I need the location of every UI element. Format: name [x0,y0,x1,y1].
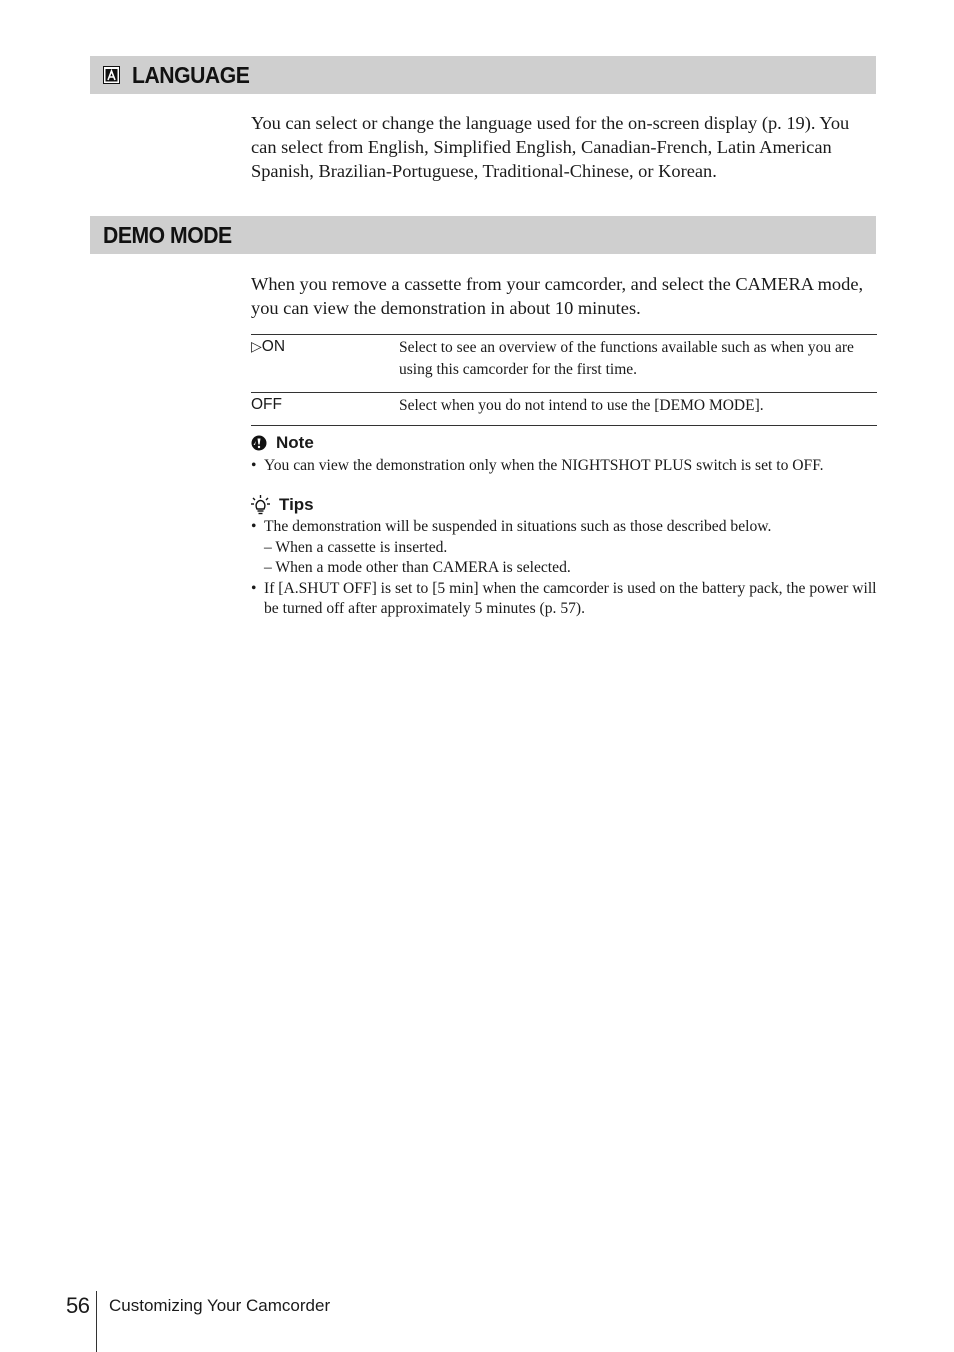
tips-heading [251,495,314,515]
note-list [251,456,891,477]
option-description-off: Select when you do not intend to use the [DEMO MODE]. [399,397,764,414]
default-marker-icon: ▷ [251,338,262,354]
option-name-on: ON [261,338,286,355]
note-item-text: You can view the demonstration only when the NIGHTSHOT PLUS switch is set to OFF. [264,457,824,474]
demo-mode-description: When you remove a cassette from your camcorder, and select the CAMERA mode, you can view the demonstration in about 10 minutes. [251,274,864,318]
option-name-cell [251,393,399,426]
demo-mode-title: DEMO MODE [103,221,232,248]
option-name-off: OFF [251,396,282,413]
language-section-header [90,56,876,94]
footer-section-label: Customizing Your Camcorder [109,1296,331,1315]
tips-sub-item: – When a mode other than CAMERA is selected. [264,559,571,576]
demo-mode-options-table [251,334,877,426]
tips-heading-text: Tips [279,495,314,514]
option-row-on [251,335,877,393]
demo-mode-section-header [90,216,876,254]
option-row-off [251,393,877,426]
tips-item: • If [A.SHUT OFF] is set to [5 min] when the camcorder is used on the battery pack, the power will be turned off after approximately 5 minutes (p. 57). [251,579,877,617]
lightbulb-icon [251,495,270,515]
note-heading-text: Note [276,433,314,452]
footer-divider [96,1291,97,1352]
page-number: 56 [66,1293,90,1318]
tips-list [251,517,891,620]
tips-sub-item: – When a cassette is inserted. [264,538,448,556]
note-heading [251,433,314,453]
note-item: • You can view the demonstration only when the NIGHTSHOT PLUS switch is set to OFF. [251,457,824,474]
note-icon [251,435,267,451]
language-title: LANGUAGE [132,61,250,88]
option-description-on: Select to see an overview of the functions available such as when you are using this camcorder for the first time. [399,339,854,378]
tips-item: • The demonstration will be suspended in situations such as those described below. – When a cassette is inserted. – When a mode other than CAMERA is selected. [251,517,891,579]
tips-item-text: If [A.SHUT OFF] is set to [5 min] when the camcorder is used on the battery pack, the power will be turned off after approximately 5 minutes (p. 57). [264,579,877,617]
option-name-cell [251,335,399,393]
tips-item-text: The demonstration will be suspended in situations such as those described below. [264,518,772,535]
language-icon [103,66,120,84]
language-description: You can select or change the language used for the on-screen display (p. 19). You can select from English, Simplified English, Canadian-French, Latin American Spanish, Brazilian-Portuguese, Traditional-Chinese, or Korean. [251,113,850,181]
